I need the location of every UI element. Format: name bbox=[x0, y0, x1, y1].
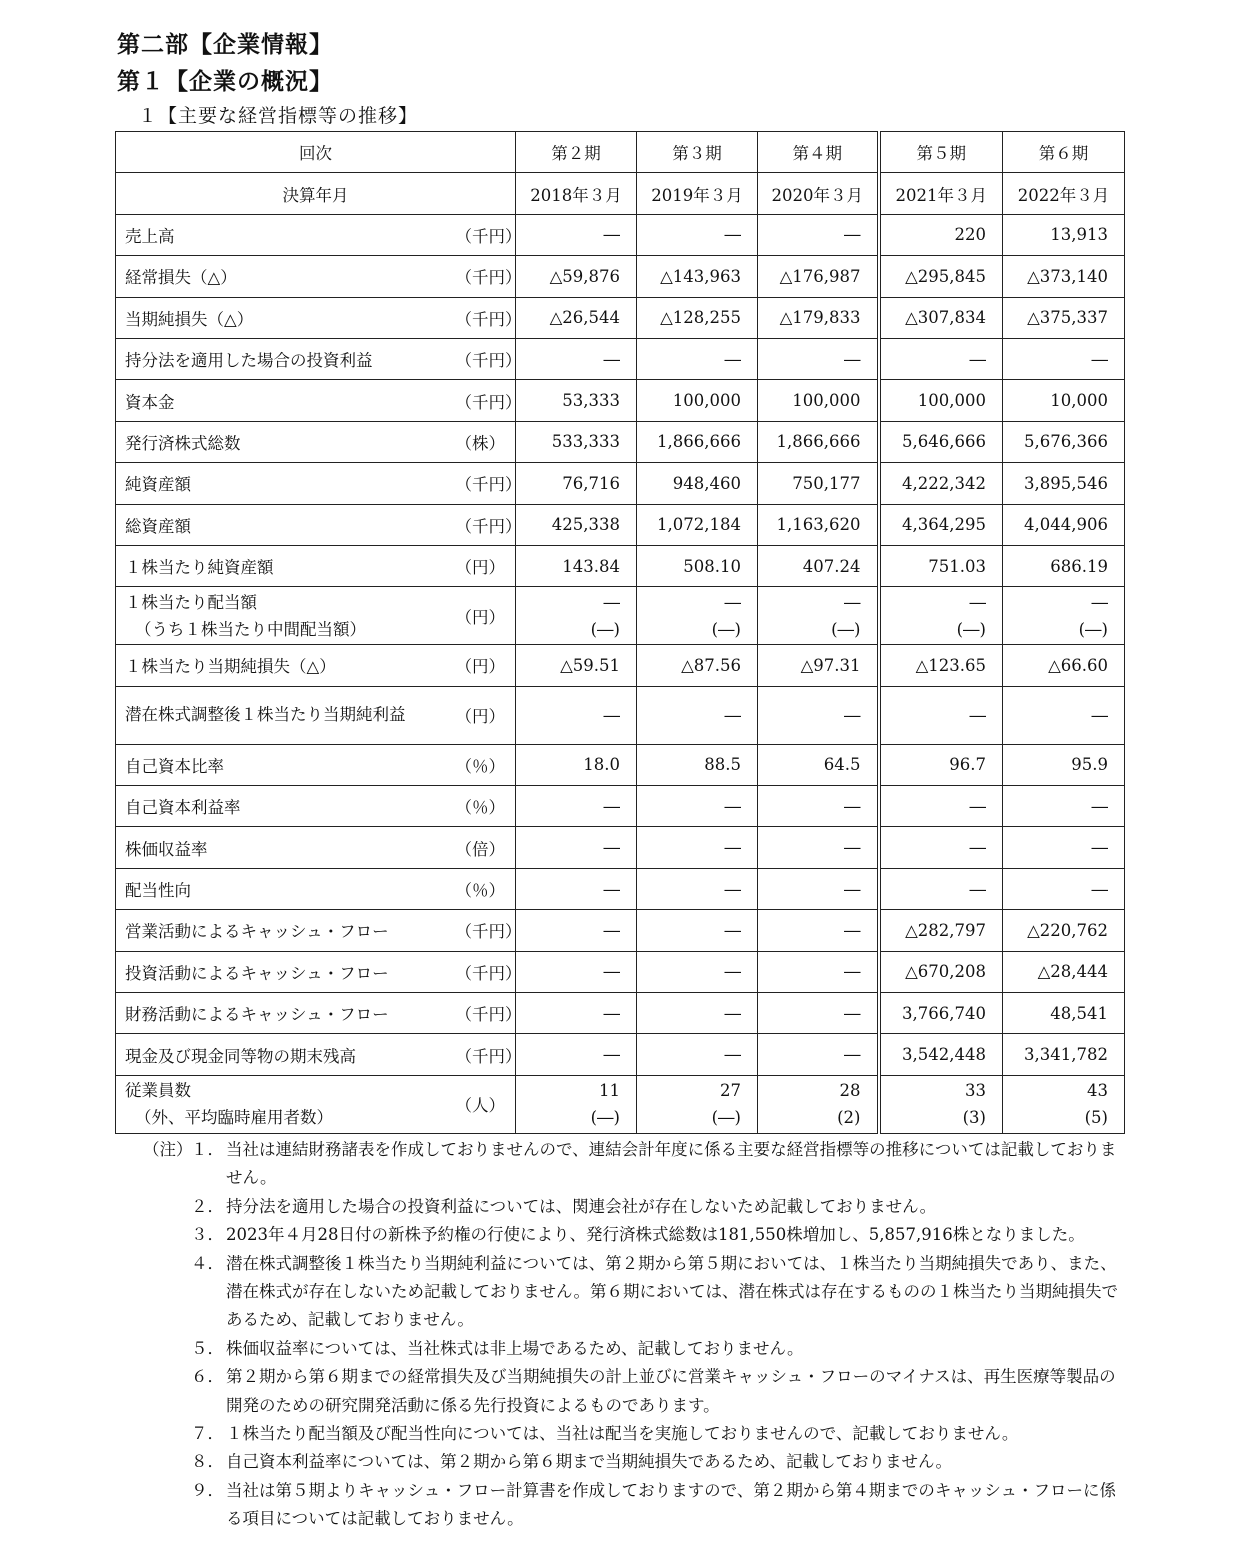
row-label-line1: 従業員数 bbox=[125, 1081, 191, 1101]
value-cell bbox=[1003, 1075, 1125, 1133]
value-line2: (―) bbox=[590, 619, 620, 639]
row-unit: （円） bbox=[446, 645, 516, 686]
table-row bbox=[116, 504, 1125, 545]
note-number: ６． bbox=[191, 1367, 224, 1387]
value-cell: 4,364,295 bbox=[879, 504, 1003, 545]
note-number: ９． bbox=[191, 1480, 224, 1500]
value-cell: △97.31 bbox=[758, 645, 879, 686]
row-unit: （人） bbox=[446, 1075, 516, 1133]
row-label: 総資産額 bbox=[116, 504, 446, 545]
value-cell: ― bbox=[637, 827, 758, 868]
row-unit: （千円） bbox=[446, 910, 516, 951]
table-row bbox=[116, 463, 1125, 504]
value-cell: ― bbox=[516, 868, 637, 909]
value-cell: ― bbox=[758, 1034, 879, 1075]
note-head: （注） bbox=[143, 1140, 193, 1159]
value-line2: (5) bbox=[1084, 1108, 1108, 1128]
value-cell: ― bbox=[516, 786, 637, 827]
header-cell: 2020年３月 bbox=[758, 173, 879, 214]
value-cell: △179,833 bbox=[758, 297, 879, 338]
note-item bbox=[143, 1335, 1128, 1363]
row-label: 配当性向 bbox=[116, 868, 446, 909]
value-cell: ― bbox=[1003, 338, 1125, 379]
note-number: ４． bbox=[191, 1253, 224, 1273]
value-cell: ― bbox=[637, 338, 758, 379]
value-cell: ― bbox=[637, 686, 758, 744]
value-cell: ― bbox=[1003, 868, 1125, 909]
row-unit: （千円） bbox=[446, 951, 516, 992]
value-cell: △59,876 bbox=[516, 256, 637, 297]
value-cell: ― bbox=[879, 827, 1003, 868]
note-head bbox=[143, 1363, 191, 1420]
value-cell: 3,341,782 bbox=[1003, 1034, 1125, 1075]
value-line1: 43 bbox=[1087, 1081, 1108, 1101]
note-text: 2023年４月28日付の新株予約権の行使により、発行済株式総数は181,550株増加し、5,857,916株となりました。 bbox=[226, 1225, 1085, 1245]
value-cell: 1,072,184 bbox=[637, 504, 758, 545]
value-cell bbox=[879, 587, 1003, 645]
value-line2: (―) bbox=[711, 619, 741, 639]
value-cell bbox=[879, 1075, 1003, 1133]
value-cell: △373,140 bbox=[1003, 256, 1125, 297]
row-label bbox=[116, 587, 446, 645]
value-cell: ― bbox=[758, 993, 879, 1034]
value-cell: ― bbox=[758, 214, 879, 255]
value-cell: ― bbox=[637, 214, 758, 255]
value-cell: 1,866,666 bbox=[758, 421, 879, 462]
row-label: 潜在株式調整後１株当たり当期純利益 bbox=[116, 686, 446, 744]
value-cell: ― bbox=[879, 686, 1003, 744]
note-item bbox=[143, 1250, 1128, 1335]
value-cell: 948,460 bbox=[637, 463, 758, 504]
value-cell: ― bbox=[758, 338, 879, 379]
note-item bbox=[143, 1477, 1128, 1534]
note-text: 当社は第５期よりキャッシュ・フロー計算書を作成しておりますので、第２期から第４期までのキャッシュ・フローに係る項目については記載しておりません。 bbox=[226, 1480, 1117, 1529]
value-cell: ― bbox=[1003, 686, 1125, 744]
value-cell: ― bbox=[637, 910, 758, 951]
value-cell: ― bbox=[637, 868, 758, 909]
subsection-heading: １【主要な経営指標等の推移】 bbox=[138, 105, 419, 127]
note-head bbox=[143, 1420, 191, 1448]
row-label: 売上高 bbox=[116, 214, 446, 255]
value-cell: ― bbox=[637, 786, 758, 827]
value-cell: 76,716 bbox=[516, 463, 637, 504]
table-row bbox=[116, 993, 1125, 1034]
value-cell: △375,337 bbox=[1003, 297, 1125, 338]
header-cell: 2022年３月 bbox=[1003, 173, 1125, 214]
table-row bbox=[116, 645, 1125, 686]
value-line1: 27 bbox=[720, 1081, 741, 1101]
value-cell: ― bbox=[516, 686, 637, 744]
value-cell: ― bbox=[516, 1034, 637, 1075]
note-item bbox=[143, 1363, 1128, 1420]
value-cell: 1,163,620 bbox=[758, 504, 879, 545]
value-cell: 48,541 bbox=[1003, 993, 1125, 1034]
value-cell: ― bbox=[516, 338, 637, 379]
header-cell: 第３期 bbox=[637, 132, 758, 173]
value-line1: 33 bbox=[965, 1081, 986, 1101]
row-label: 資本金 bbox=[116, 380, 446, 421]
note-text: 潜在株式調整後１株当たり当期純利益については、第２期から第５期においては、１株当たり当期純損失であり、また、潜在株式が存在しないため記載しておりません。第６期においては、潜在株式は存在するものの１株当たり当期純損失であるため、記載しておりません。 bbox=[226, 1253, 1118, 1330]
header-label: 決算年月 bbox=[116, 173, 516, 214]
row-label: 投資活動によるキャッシュ・フロー bbox=[116, 951, 446, 992]
note-head bbox=[143, 1193, 191, 1221]
row-unit: （千円） bbox=[446, 1034, 516, 1075]
value-cell: △26,544 bbox=[516, 297, 637, 338]
header-row bbox=[116, 132, 1125, 173]
header-cell: 2018年３月 bbox=[516, 173, 637, 214]
header-cell: 第４期 bbox=[758, 132, 879, 173]
note-item bbox=[143, 1420, 1128, 1448]
note-item bbox=[143, 1136, 1128, 1193]
value-line2: (3) bbox=[962, 1108, 986, 1128]
value-line1: ― bbox=[844, 592, 861, 612]
value-cell: 53,333 bbox=[516, 380, 637, 421]
row-unit: （千円） bbox=[446, 338, 516, 379]
table-row bbox=[116, 1075, 1125, 1133]
header-cell: 第６期 bbox=[1003, 132, 1125, 173]
value-cell: △220,762 bbox=[1003, 910, 1125, 951]
value-line1: ― bbox=[724, 592, 741, 612]
value-cell: 100,000 bbox=[758, 380, 879, 421]
table-row bbox=[116, 545, 1125, 586]
row-unit: （千円） bbox=[446, 463, 516, 504]
value-cell: 88.5 bbox=[637, 744, 758, 785]
value-cell: 1,866,666 bbox=[637, 421, 758, 462]
note-text: １株当たり配当額及び配当性向については、当社は配当を実施しておりませんので、記載しておりません。 bbox=[226, 1424, 1019, 1444]
value-cell bbox=[637, 587, 758, 645]
row-label: １株当たり当期純損失（△） bbox=[116, 645, 446, 686]
value-cell: 533,333 bbox=[516, 421, 637, 462]
table-row bbox=[116, 951, 1125, 992]
table-row bbox=[116, 214, 1125, 255]
table-row bbox=[116, 686, 1125, 744]
header-label: 回次 bbox=[116, 132, 516, 173]
header-cell: 2019年３月 bbox=[637, 173, 758, 214]
row-unit: （％） bbox=[446, 744, 516, 785]
row-unit: （千円） bbox=[446, 214, 516, 255]
value-cell: △123.65 bbox=[879, 645, 1003, 686]
section-heading: 第１【企業の概況】 bbox=[117, 69, 333, 95]
value-cell: ― bbox=[758, 910, 879, 951]
value-cell: 3,895,546 bbox=[1003, 463, 1125, 504]
value-cell: 751.03 bbox=[879, 545, 1003, 586]
note-text: 株価収益率については、当社株式は非上場であるため、記載しておりません。 bbox=[226, 1338, 804, 1358]
value-cell: 5,676,366 bbox=[1003, 421, 1125, 462]
value-line1: ― bbox=[969, 592, 986, 612]
value-cell bbox=[758, 587, 879, 645]
row-unit: （円） bbox=[446, 686, 516, 744]
value-cell: 4,222,342 bbox=[879, 463, 1003, 504]
value-cell: 750,177 bbox=[758, 463, 879, 504]
table-row bbox=[116, 587, 1125, 645]
table-row bbox=[116, 256, 1125, 297]
value-cell bbox=[1003, 587, 1125, 645]
value-cell: ― bbox=[637, 951, 758, 992]
part-heading: 第二部【企業情報】 bbox=[117, 32, 333, 58]
notes bbox=[143, 1136, 1128, 1534]
row-label: 株価収益率 bbox=[116, 827, 446, 868]
value-cell bbox=[516, 1075, 637, 1133]
note-text: 当社は連結財務諸表を作成しておりませんので、連結会計年度に係る主要な経営指標等の推移については記載しておりません。 bbox=[226, 1140, 1117, 1188]
row-unit: （円） bbox=[446, 545, 516, 586]
row-label: 現金及び現金同等物の期末残高 bbox=[116, 1034, 446, 1075]
header-cell: 第２期 bbox=[516, 132, 637, 173]
table-row bbox=[116, 297, 1125, 338]
row-unit: （千円） bbox=[446, 380, 516, 421]
row-label-line2: （外、平均臨時雇用者数） bbox=[135, 1108, 333, 1128]
value-line2: (―) bbox=[831, 619, 861, 639]
note-head bbox=[143, 1448, 191, 1476]
row-label-line1: １株当たり配当額 bbox=[125, 592, 257, 612]
value-line1: 11 bbox=[599, 1081, 620, 1101]
value-cell: 100,000 bbox=[637, 380, 758, 421]
row-unit: （倍） bbox=[446, 827, 516, 868]
table-row bbox=[116, 744, 1125, 785]
value-cell bbox=[637, 1075, 758, 1133]
note-item bbox=[143, 1221, 1128, 1249]
row-unit: （千円） bbox=[446, 297, 516, 338]
table-row bbox=[116, 868, 1125, 909]
row-label: １株当たり純資産額 bbox=[116, 545, 446, 586]
value-cell: 407.24 bbox=[758, 545, 879, 586]
table-row bbox=[116, 910, 1125, 951]
value-cell: ― bbox=[758, 827, 879, 868]
row-label: 純資産額 bbox=[116, 463, 446, 504]
note-number: ８． bbox=[191, 1452, 224, 1472]
note-text: 自己資本利益率については、第２期から第６期まで当期純損失であるため、記載しておりません。 bbox=[226, 1452, 952, 1472]
value-cell: ― bbox=[516, 951, 637, 992]
value-cell: 4,044,906 bbox=[1003, 504, 1125, 545]
value-cell: ― bbox=[516, 993, 637, 1034]
note-head bbox=[143, 1477, 191, 1534]
value-cell: 64.5 bbox=[758, 744, 879, 785]
value-cell: △66.60 bbox=[1003, 645, 1125, 686]
row-label bbox=[116, 1075, 446, 1133]
table-row bbox=[116, 338, 1125, 379]
value-cell: 3,542,448 bbox=[879, 1034, 1003, 1075]
financial-indicators-table bbox=[115, 131, 1125, 1134]
row-label: 当期純損失（△） bbox=[116, 297, 446, 338]
value-line2: (―) bbox=[1078, 619, 1108, 639]
value-cell: ― bbox=[758, 786, 879, 827]
value-cell: ― bbox=[758, 686, 879, 744]
value-cell: ― bbox=[758, 868, 879, 909]
value-cell: 686.19 bbox=[1003, 545, 1125, 586]
row-unit: （千円） bbox=[446, 993, 516, 1034]
table-row bbox=[116, 827, 1125, 868]
value-cell: 220 bbox=[879, 214, 1003, 255]
note-number: ５． bbox=[191, 1338, 224, 1358]
value-cell: △143,963 bbox=[637, 256, 758, 297]
row-unit: （千円） bbox=[446, 256, 516, 297]
row-unit: （千円） bbox=[446, 504, 516, 545]
value-cell: △59.51 bbox=[516, 645, 637, 686]
row-unit: （％） bbox=[446, 868, 516, 909]
note-item bbox=[143, 1448, 1128, 1476]
value-cell: 508.10 bbox=[637, 545, 758, 586]
value-line2: (―) bbox=[590, 1108, 620, 1128]
row-unit: （％） bbox=[446, 786, 516, 827]
value-cell: 95.9 bbox=[1003, 744, 1125, 785]
row-label: 持分法を適用した場合の投資利益 bbox=[116, 338, 446, 379]
value-cell: 96.7 bbox=[879, 744, 1003, 785]
row-label: 営業活動によるキャッシュ・フロー bbox=[116, 910, 446, 951]
value-cell: △28,444 bbox=[1003, 951, 1125, 992]
table-row bbox=[116, 380, 1125, 421]
row-unit: （円） bbox=[446, 587, 516, 645]
value-cell: △87.56 bbox=[637, 645, 758, 686]
value-cell: 425,338 bbox=[516, 504, 637, 545]
value-cell: 100,000 bbox=[879, 380, 1003, 421]
row-label: 発行済株式総数 bbox=[116, 421, 446, 462]
value-cell bbox=[758, 1075, 879, 1133]
value-cell: △307,834 bbox=[879, 297, 1003, 338]
value-cell: △282,797 bbox=[879, 910, 1003, 951]
value-cell: △128,255 bbox=[637, 297, 758, 338]
value-line1: ― bbox=[603, 592, 620, 612]
value-cell: ― bbox=[879, 868, 1003, 909]
row-label-line2: （うち１株当たり中間配当額） bbox=[135, 619, 366, 639]
table-row bbox=[116, 421, 1125, 462]
value-cell: ― bbox=[879, 338, 1003, 379]
value-line2: (―) bbox=[711, 1108, 741, 1128]
table-row bbox=[116, 786, 1125, 827]
note-number: ３． bbox=[191, 1225, 224, 1245]
note-head bbox=[143, 1221, 191, 1249]
value-line1: ― bbox=[1091, 592, 1108, 612]
value-cell: ― bbox=[516, 214, 637, 255]
value-cell: 3,766,740 bbox=[879, 993, 1003, 1034]
note-number: ７． bbox=[191, 1424, 224, 1444]
value-cell: ― bbox=[516, 910, 637, 951]
value-cell: △295,845 bbox=[879, 256, 1003, 297]
header-cell: 2021年３月 bbox=[879, 173, 1003, 214]
note-item bbox=[143, 1193, 1128, 1221]
note-number: ２． bbox=[191, 1196, 224, 1216]
value-cell: ― bbox=[758, 951, 879, 992]
row-label: 財務活動によるキャッシュ・フロー bbox=[116, 993, 446, 1034]
note-text: 第２期から第６期までの経常損失及び当期純損失の計上並びに営業キャッシュ・フローのマイナスは、再生医療等製品の開発のための研究開発活動に係る先行投資によるものであります。 bbox=[226, 1367, 1116, 1415]
value-cell: △670,208 bbox=[879, 951, 1003, 992]
value-cell: ― bbox=[1003, 827, 1125, 868]
value-line1: 28 bbox=[839, 1081, 861, 1101]
value-cell: 18.0 bbox=[516, 744, 637, 785]
value-cell: 13,913 bbox=[1003, 214, 1125, 255]
value-cell: ― bbox=[637, 993, 758, 1034]
value-cell: 143.84 bbox=[516, 545, 637, 586]
value-cell: ― bbox=[879, 786, 1003, 827]
value-cell: ― bbox=[637, 1034, 758, 1075]
value-cell: ― bbox=[1003, 786, 1125, 827]
value-cell: 10,000 bbox=[1003, 380, 1125, 421]
header-cell: 第５期 bbox=[879, 132, 1003, 173]
row-label: 自己資本比率 bbox=[116, 744, 446, 785]
row-label: 自己資本利益率 bbox=[116, 786, 446, 827]
row-label: 経常損失（△） bbox=[116, 256, 446, 297]
value-line2: (―) bbox=[956, 619, 986, 639]
table-row bbox=[116, 1034, 1125, 1075]
value-line2: (2) bbox=[837, 1108, 861, 1128]
value-cell: △176,987 bbox=[758, 256, 879, 297]
header-row bbox=[116, 173, 1125, 214]
note-number: １． bbox=[191, 1140, 224, 1159]
value-cell: 5,646,666 bbox=[879, 421, 1003, 462]
value-cell bbox=[516, 587, 637, 645]
row-unit: （株） bbox=[446, 421, 516, 462]
note-head bbox=[143, 1335, 191, 1363]
note-text: 持分法を適用した場合の投資利益については、関連会社が存在しないため記載しておりません。 bbox=[226, 1196, 937, 1216]
value-cell: ― bbox=[516, 827, 637, 868]
note-head bbox=[143, 1250, 191, 1335]
